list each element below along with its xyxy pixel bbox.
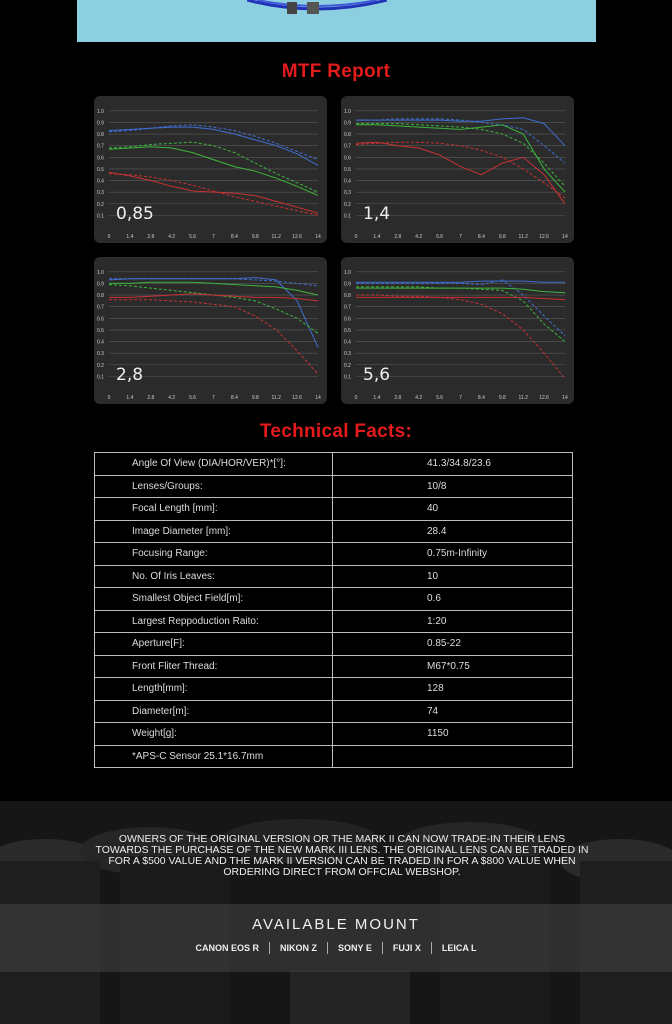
facts-key: Smallest Object Field[m]: xyxy=(95,588,333,611)
mtf-x-tick: 7 xyxy=(459,395,462,401)
mtf-y-tick: 0.5 xyxy=(344,327,351,334)
mtf-x-tick: 5.6 xyxy=(189,234,197,240)
facts-value: 10/8 xyxy=(333,475,573,498)
mtf-x-tick: 5.6 xyxy=(189,395,197,401)
mtf-curve xyxy=(109,125,318,160)
mount-list xyxy=(0,942,672,954)
mtf-x-tick: 1.4 xyxy=(373,234,381,240)
mtf-y-tick: 0.2 xyxy=(344,362,351,369)
mtf-curve xyxy=(356,118,565,146)
mtf-x-tick: 2.8 xyxy=(147,234,155,240)
facts-key: Aperture[F]: xyxy=(95,633,333,656)
facts-row xyxy=(95,610,573,633)
mtf-aperture-label: 2,8 xyxy=(116,365,144,385)
mtf-y-tick: 0.5 xyxy=(97,166,104,173)
mtf-aperture-label: 5,6 xyxy=(363,365,391,385)
mtf-y-tick: 0.6 xyxy=(344,316,351,323)
facts-value: 0.6 xyxy=(333,588,573,611)
mtf-curve xyxy=(356,124,565,187)
mtf-y-tick: 0.6 xyxy=(97,316,104,323)
facts-value: 1150 xyxy=(333,723,573,746)
mtf-y-tick: 0.8 xyxy=(344,293,351,300)
mtf-curve xyxy=(109,282,318,295)
mtf-x-tick: 1.4 xyxy=(126,395,134,401)
mtf-x-tick: 11.2 xyxy=(518,234,528,240)
mtf-x-tick: 0 xyxy=(354,234,358,240)
mtf-x-tick: 2.8 xyxy=(394,234,402,240)
trade-in-section xyxy=(0,801,672,1024)
mtf-y-tick: 0.3 xyxy=(97,351,104,358)
facts-value: 74 xyxy=(333,700,573,723)
facts-row xyxy=(95,723,573,746)
mtf-x-tick: 14 xyxy=(315,395,321,401)
mtf-y-tick: 0.7 xyxy=(344,304,351,311)
mtf-y-tick: 1.0 xyxy=(344,108,351,115)
mtf-y-tick: 0.2 xyxy=(97,201,104,208)
mtf-x-tick: 2.8 xyxy=(394,395,402,401)
mtf-curve xyxy=(356,281,565,282)
facts-value: M67*0.75 xyxy=(333,655,573,678)
mtf-curve xyxy=(356,125,565,192)
mtf-y-tick: 0.7 xyxy=(344,143,351,150)
facts-value: 0.75m-Infinity xyxy=(333,543,573,566)
mtf-curve xyxy=(356,297,565,299)
facts-row xyxy=(95,745,573,768)
mtf-y-tick: 0.9 xyxy=(97,120,104,127)
mtf-y-tick: 0.2 xyxy=(97,362,104,369)
mtf-y-tick: 0.1 xyxy=(97,374,104,381)
mtf-y-tick: 0.8 xyxy=(97,293,104,300)
facts-row xyxy=(95,588,573,611)
mtf-x-tick: 8.4 xyxy=(477,395,485,401)
mtf-y-tick: 0.1 xyxy=(97,213,104,220)
mtf-x-tick: 8.4 xyxy=(230,234,238,240)
mtf-y-tick: 0.5 xyxy=(97,327,104,334)
facts-key: Focal Length [mm]: xyxy=(95,498,333,521)
facts-value: 40 xyxy=(333,498,573,521)
facts-key: Lenses/Groups: xyxy=(95,475,333,498)
mtf-y-tick: 0.3 xyxy=(97,190,104,197)
facts-value: 1:20 xyxy=(333,610,573,633)
mtf-y-tick: 0.4 xyxy=(97,178,104,185)
mtf-x-tick: 9.8 xyxy=(251,395,259,401)
mtf-y-tick: 0.5 xyxy=(344,166,351,173)
facts-key: Length[mm]: xyxy=(95,678,333,701)
facts-key: Angle Of View (DIA/HOR/VER)*[°]: xyxy=(95,453,333,476)
mtf-x-tick: 14 xyxy=(315,234,321,240)
mtf-y-tick: 0.9 xyxy=(344,281,351,288)
mtf-y-tick: 0.4 xyxy=(344,339,351,346)
mtf-x-tick: 12.6 xyxy=(292,395,302,401)
mtf-report-title: MTF Report xyxy=(281,61,391,82)
mtf-x-tick: 1.4 xyxy=(373,395,381,401)
facts-row xyxy=(95,543,573,566)
available-mount-title: AVAILABLE MOUNT xyxy=(252,916,420,933)
mount-item-sony[interactable]: SONY E xyxy=(328,942,383,954)
facts-row xyxy=(95,498,573,521)
mtf-y-tick: 0.8 xyxy=(344,132,351,139)
mtf-y-tick: 0.6 xyxy=(97,155,104,162)
mtf-chart-28 xyxy=(94,257,327,404)
mtf-x-tick: 9.8 xyxy=(498,234,506,240)
mtf-curve xyxy=(109,147,318,196)
mtf-x-tick: 8.4 xyxy=(230,395,238,401)
mtf-y-tick: 0.7 xyxy=(97,143,104,150)
mtf-y-tick: 0.6 xyxy=(344,155,351,162)
mtf-y-tick: 1.0 xyxy=(97,269,104,276)
mtf-y-tick: 0.9 xyxy=(97,281,104,288)
facts-value: 128 xyxy=(333,678,573,701)
mtf-y-tick: 0.1 xyxy=(344,213,351,220)
mount-item-nikon[interactable]: NIKON Z xyxy=(270,942,328,954)
facts-key: No. Of Iris Leaves: xyxy=(95,565,333,588)
mtf-x-tick: 4.2 xyxy=(168,395,176,401)
mtf-curve xyxy=(109,278,318,348)
facts-key: Weight[g]: xyxy=(95,723,333,746)
mtf-x-tick: 12.6 xyxy=(292,234,302,240)
mtf-aperture-label: 0,85 xyxy=(116,204,154,224)
mtf-y-tick: 0.2 xyxy=(344,201,351,208)
mtf-x-tick: 7 xyxy=(459,234,462,240)
technical-facts-title: Technical Facts: xyxy=(259,421,413,442)
facts-row xyxy=(95,475,573,498)
mtf-x-tick: 4.2 xyxy=(168,234,176,240)
available-mount-band xyxy=(0,904,672,972)
facts-key: Focusing Range: xyxy=(95,543,333,566)
mtf-x-tick: 0 xyxy=(107,395,111,401)
mount-item-canon[interactable]: CANON EOS R xyxy=(185,942,270,954)
mtf-curve xyxy=(109,285,318,334)
mtf-x-tick: 14 xyxy=(562,395,568,401)
mtf-x-tick: 0 xyxy=(354,395,358,401)
facts-key: Image Diameter [mm]: xyxy=(95,520,333,543)
mtf-curve xyxy=(109,279,318,286)
mtf-x-tick: 7 xyxy=(212,234,215,240)
mtf-chart-14 xyxy=(341,96,574,243)
facts-key: Largest Reppoduction Raito: xyxy=(95,610,333,633)
mtf-x-tick: 4.2 xyxy=(415,395,423,401)
mtf-x-tick: 11.2 xyxy=(518,395,528,401)
mtf-y-tick: 0.3 xyxy=(344,351,351,358)
trade-in-text: OWNERS OF THE ORIGINAL VERSION OR THE MARK II CAN NOW TRADE-IN THEIR LENS TOWARDS THE PURCHASE OF THE NEW MARK III LENS. THE ORIGINAL LENS CAN BE TRADED IN FOR A $500 VALUE AND THE MARK II VERSION CAN BE TRADED IN FOR A $800 VALUE WHEN ORDERING DIRECT FROM OFFCIAL WEBSHOP. xyxy=(95,833,589,878)
mtf-y-tick: 0.4 xyxy=(97,339,104,346)
mount-item-leica[interactable]: LEICA L xyxy=(441,943,477,953)
product-hero-image xyxy=(77,0,596,42)
facts-key: *APS-C Sensor 25.1*16.7mm xyxy=(95,745,333,768)
mtf-curve xyxy=(356,288,565,293)
mtf-y-tick: 0.7 xyxy=(97,304,104,311)
facts-row xyxy=(95,678,573,701)
lens-product-illustration xyxy=(247,0,387,20)
mtf-x-tick: 12.6 xyxy=(539,234,549,240)
facts-key: Front Fliter Thread: xyxy=(95,655,333,678)
facts-row xyxy=(95,453,573,476)
facts-row xyxy=(95,655,573,678)
mtf-y-tick: 0.8 xyxy=(97,132,104,139)
mtf-x-tick: 2.8 xyxy=(147,395,155,401)
mtf-y-tick: 0.3 xyxy=(344,190,351,197)
mount-item-fuji[interactable]: FUJI X xyxy=(383,942,432,954)
mtf-x-tick: 4.2 xyxy=(415,234,423,240)
facts-row xyxy=(95,633,573,656)
mtf-x-tick: 11.2 xyxy=(271,395,281,401)
mtf-aperture-label: 1,4 xyxy=(363,204,391,224)
facts-row xyxy=(95,700,573,723)
mtf-chart-085 xyxy=(94,96,327,243)
technical-facts-table xyxy=(94,452,573,768)
facts-row xyxy=(95,520,573,543)
mtf-y-tick: 0.1 xyxy=(344,374,351,381)
mtf-y-tick: 0.9 xyxy=(344,120,351,127)
facts-value: 41.3/34.8/23.6 xyxy=(333,453,573,476)
mtf-curve xyxy=(109,300,318,374)
mtf-x-tick: 11.2 xyxy=(271,234,281,240)
facts-value: 10 xyxy=(333,565,573,588)
mtf-x-tick: 1.4 xyxy=(126,234,134,240)
mtf-chart-56 xyxy=(341,257,574,404)
mtf-x-tick: 8.4 xyxy=(477,234,485,240)
facts-row xyxy=(95,565,573,588)
mtf-y-tick: 1.0 xyxy=(97,108,104,115)
mtf-x-tick: 12.6 xyxy=(539,395,549,401)
facts-value: 28.4 xyxy=(333,520,573,543)
mtf-y-tick: 0.4 xyxy=(344,178,351,185)
mtf-x-tick: 5.6 xyxy=(436,234,444,240)
mtf-x-tick: 9.8 xyxy=(498,395,506,401)
facts-value xyxy=(333,745,573,768)
mtf-x-tick: 0 xyxy=(107,234,111,240)
facts-value: 0.85-22 xyxy=(333,633,573,656)
mtf-x-tick: 7 xyxy=(212,395,215,401)
facts-key: Diameter[m]: xyxy=(95,700,333,723)
mtf-x-tick: 9.8 xyxy=(251,234,259,240)
mtf-x-tick: 14 xyxy=(562,234,568,240)
mtf-x-tick: 5.6 xyxy=(436,395,444,401)
mtf-y-tick: 1.0 xyxy=(344,269,351,276)
